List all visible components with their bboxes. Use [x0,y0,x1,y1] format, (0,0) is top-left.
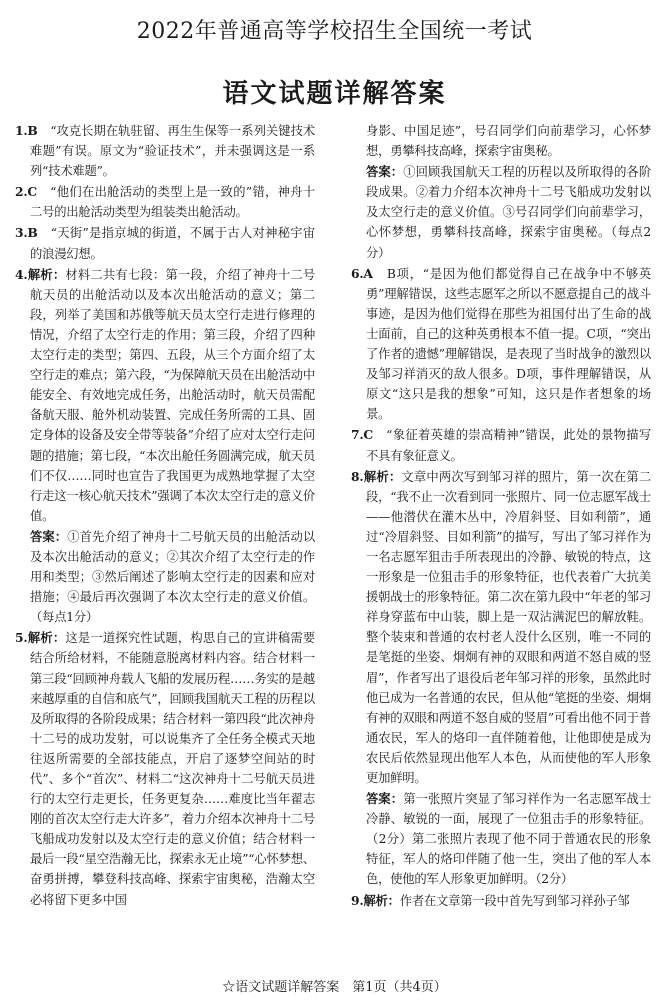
analysis-label: 解析： [27,630,66,646]
question-number: 2.C [15,184,38,200]
question-text: 这是一道探究性试题，构思自己的宣讲稿需要结合所给材料，不能随意脱离材料内容。结合材料一第三段“回顾神舟载人飞船的发展历程……务实的是越来越厚重的自信和底气”，回顾我国航天工程的历程以及所取得的各阶段成果；结合材料一第四段“此次神舟十二号的成功发射，可以说集齐了全任务全模式天地往返所需要的全部技能点，开启了逐梦空间站的时代”、多个“首次”、材料二“这次神舟十二号航天员进行的太空行走更长，任务更复杂……难度比当年翟志刚的首次太空行走大许多”，着力介绍本次神舟十二号飞船成功发射以及太空行走的意义价值；结合材料一最后一段“星空浩瀚无比，探索永无止境”“心怀梦想、奋勇拼搏，攀登科技高峰、探索宇宙奥秘，浩瀚太空必将留下更多中国 [30,631,315,907]
analysis-label: 解析： [363,892,400,908]
question-7 [351,425,651,465]
question-number: 1.B [15,123,38,138]
page-footer: ☆语文试题详解答案 第1页（共4页） [222,980,447,995]
question-number: 4. [15,266,28,282]
analysis-label: 解析： [27,266,66,282]
question-6 [351,264,651,425]
question-9 [351,891,651,911]
answer-label: 答案： [366,791,404,807]
question-number: 3.B [15,225,38,241]
answer-5 [366,162,651,262]
analysis-label: 解析： [363,468,402,484]
question-number: 6.A [351,265,373,281]
question-5-continued [366,121,651,161]
page-subtitle: 语文试题详解答案 [222,79,447,109]
question-2 [15,182,315,222]
question-number: 8. [351,468,364,484]
answer-4 [30,527,315,627]
question-4 [15,265,315,526]
question-number: 7.C [351,427,374,443]
question-text: “象征着英雄的崇高精神”错误，此处的景物描写不具有象征意义。 [366,428,651,463]
answer-text: ①回顾我国航天工程的历程以及所取得的各阶段成果。②着力介绍本次神舟十二号飞船成功发射以及太空行走的意义价值。③号召同学们向前辈学习，心怀梦想，勇攀科技高峰，探索宇宙奥秘。（每点2分） [366,165,651,260]
question-text: “天街”是指京城的街道，不属于古人对神秘宇宙的浪漫幻想。 [30,226,315,261]
question-8 [351,467,651,789]
question-text: B项，“是因为他们都觉得自己在战争中不够英勇”理解错误，这些志愿军之所以不愿意提自己的战斗事迹，是因为他们觉得在那些为祖国付出了生命的战士面前，自己的这种英勇根本不值一提。C项，“突出了作者的遗憾”理解错误，是表现了当时战争的激烈以及邹习祥消灭的敌人很多。D项，事件理解错误，从原文“这只是我的想象”可知，这只是作者想象的场景。 [366,266,651,422]
answer-text: 第一张照片突显了邹习祥作为一名志愿军战士冷静、敏锐的一面，展现了一位狙击手的形象特征。（2分）第二张照片表现了他不同于普通农民的形象特征，军人的烙印伴随了他一生，突出了他的军人本色，使他的军人形象更加鲜明。（2分） [366,792,651,887]
continued-text: 身影、中国足迹”，号召同学们向前辈学习，心怀梦想，勇攀科技高峰，探索宇宙奥秘。 [366,124,651,159]
answer-text: ①首先介绍了神舟十二号航天员的出舱活动以及本次出舱活动的意义；②其次介绍了太空行走的作用和类型；③然后阐述了影响太空行走的因素和应对措施；④最后再次强调了本次太空行走的意义价值。（每点1分） [30,529,315,625]
question-text: 作者在文章第一段中首先写到邹习祥孙子邹 [399,893,630,908]
answer-label: 答案： [30,528,68,544]
left-column [15,121,315,969]
page-title: 2022年普通高等学校招生全国统一考试 [136,19,533,44]
question-text: 材料二共有七段：第一段，介绍了神舟十二号航天员的出舱活动以及本次出舱活动的意义；第二段，列举了美国和苏俄等航天员太空行走进行修理的情况，介绍了太空行走的作用；第三段，介绍了四种太空行走的类型；第四、五段，从三个方面介绍了太空行走的难点；第六段，“为保障航天员在出舱活动中能安全、有效地完成任务，出舱活动时，航天员需配备航天服、舱外机动装置、完成任务所需的工具、固定身体的设备及安全带等装备”介绍了应对太空行走问题的措施；第七段，“本次出舱任务圆满完成，航天员们不仅……同时也宣告了我国更为成熟地掌握了太空行走这一核心航天技术”强调了本次太空行走的意义价值。 [30,267,315,523]
question-3 [15,223,315,263]
question-text: “他们在出舱活动的类型上是一致的”错，神舟十二号的出舱活动类型为组装类出舱活动。 [30,185,315,220]
question-text: 文章中两次写到邹习祥的照片，第一次在第二段，“我不止一次看到同一张照片、同一位志愿军战士——他潜伏在灌木丛中，冷眉斜竖、目如利箭”，通过“冷眉斜竖、目如利箭”的描写，写出了邹习祥作为一名志愿军狙击手所表现出的冷静、敏锐的特点，这一形象是一位狙击手的形象特征，也代表着广大抗美援朝战士的形象特征。第二次在第九段中“年老的邹习祥身穿蓝布中山装，脚上是一双沾满泥巴的解放鞋。整个装束和普通的农村老人没什么区别，唯一不同的是笔挺的坐姿、炯炯有神的双眼和两道不怒自威的竖眉”，作者写出了退役后老年邹习祥的形象，虽然此时他已成为一名普通的农民，但从他“笔挺的坐姿、炯炯有神的双眼和两道不怒自威的竖眉”可看出他不同于普通农民，军人的烙印一直伴随着他，让他即使是成为农民后依然显现出他军人本色，从而使他的军人形象更加鲜明。 [366,469,651,785]
question-number: 5. [15,630,28,646]
answer-label: 答案： [366,164,404,180]
question-text: “攻克长期在轨驻留、再生生保等一系列关键技术难题”有误。原文为“验证技术”，并未强调这是一系列“技术难题”。 [30,124,315,179]
question-number: 9. [351,892,364,908]
question-5 [15,628,315,909]
answer-8 [366,789,651,889]
right-column [351,121,651,969]
question-1 [15,121,315,181]
